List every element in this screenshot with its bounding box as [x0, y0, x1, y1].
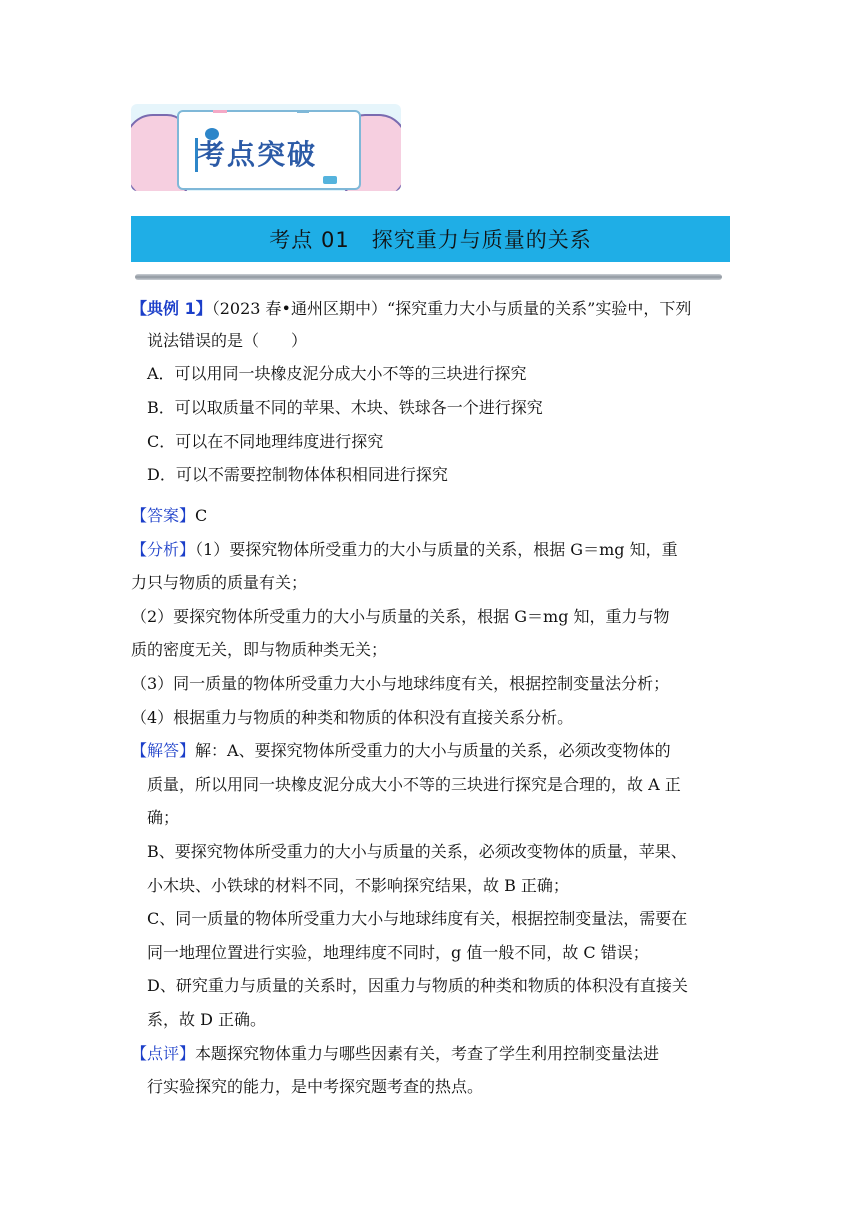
chat-icon [323, 176, 337, 184]
comment-line [131, 1044, 659, 1064]
option-d: D．可以不需要控制物体体积相同进行探究 [147, 465, 448, 484]
comment-tag: 【点评】 [131, 1044, 196, 1063]
analysis-text: （1）要探究物体所受重力的大小与质量的关系，根据 G＝mg 知，重 [195, 540, 678, 559]
solution-line [131, 741, 671, 761]
analysis-text: （4）根据重力与物质的种类和物质的体积没有直接关系分析。 [131, 708, 574, 727]
decor-mark [297, 110, 309, 113]
analysis-text: （3）同一质量的物体所受重力大小与地球纬度有关，根据控制变量法分析； [131, 674, 670, 693]
question-text: （2023 春•通州区期中）“探究重力大小与质量的关系”实验中，下列 [211, 299, 692, 318]
solution-text: 质量，所以用同一块橡皮泥分成大小不等的三块进行探究是合理的，故 A 正 [147, 775, 681, 794]
question-text-cont: 说法错误的是（ ） [147, 331, 308, 350]
answer-tag: 【答案】 [131, 506, 196, 525]
example-question [131, 299, 691, 319]
section-title: 考点 01 探究重力与质量的关系 [269, 228, 592, 252]
solution-text: D、研究重力与质量的关系时，因重力与物质的种类和物质的体积没有直接关 [147, 976, 688, 995]
option-a: A．可以用同一块橡皮泥分成大小不等的三块进行探究 [147, 364, 527, 383]
solution-text: 确； [147, 808, 180, 827]
analysis-text: 力只与物质的质量有关； [131, 573, 308, 592]
analysis-text: 质的密度无关，即与物质种类无关； [131, 640, 388, 659]
divider [135, 274, 722, 280]
solution-text: 解：A、要探究物体所受重力的大小与质量的关系，必须改变物体的 [195, 741, 671, 760]
solution-text: 系，故 D 正确。 [147, 1010, 267, 1029]
comment-text: 本题探究物体重力与哪些因素有关，考查了学生利用控制变量法进 [195, 1044, 660, 1063]
answer-line [131, 506, 207, 526]
decor-mark [213, 110, 227, 113]
analysis-tag: 【分析】 [131, 540, 196, 559]
section-banner-image [131, 104, 401, 191]
solution-text: B、要探究物体所受重力的大小与质量的关系，必须改变物体的质量，苹果、 [147, 842, 687, 861]
solution-text: 同一地理位置进行实验，地理纬度不同时，g 值一般不同，故 C 错误； [147, 943, 649, 962]
banner-title: 考点突破 [197, 138, 318, 171]
solution-text: 小木块、小铁球的材料不同，不影响探究结果，故 B 正确； [147, 876, 569, 895]
comment-text: 行实验探究的能力，是中考探究题考查的热点。 [147, 1077, 484, 1096]
option-b: B．可以取质量不同的苹果、木块、铁球各一个进行探究 [147, 398, 543, 417]
solution-tag: 【解答】 [131, 741, 196, 760]
analysis-text: （2）要探究物体所受重力的大小与质量的关系，根据 G＝mg 知，重力与物 [131, 607, 670, 626]
option-c: C．可以在不同地理纬度进行探究 [147, 432, 384, 451]
example-tag: 【典例 1】 [131, 299, 212, 318]
solution-text: C、同一质量的物体所受重力大小与地球纬度有关，根据控制变量法，需要在 [147, 909, 688, 928]
analysis-line [131, 540, 678, 560]
answer-value: C [195, 506, 208, 525]
section-header [131, 216, 730, 262]
